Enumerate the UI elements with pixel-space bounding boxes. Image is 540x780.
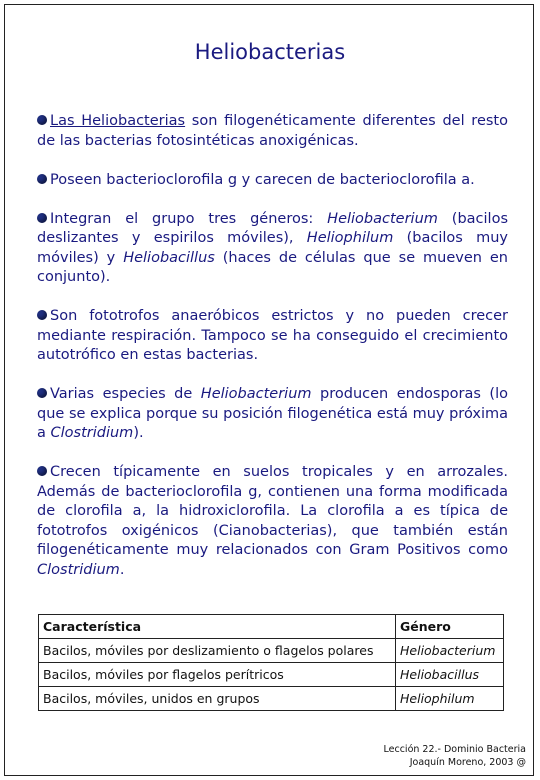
footer-line: Joaquín Moreno, 2003 @ xyxy=(409,756,526,768)
table-header-row xyxy=(39,615,504,639)
genus-name: Heliobacillus xyxy=(123,249,215,266)
table-cell: Heliobacterium xyxy=(396,639,504,663)
footer-line: Lección 22.- Dominio Bacteria xyxy=(383,744,526,755)
paragraph-text: (bacilos muy móviles) y xyxy=(37,230,508,266)
bullet-icon xyxy=(37,174,47,184)
table-row xyxy=(39,663,504,687)
paragraph-text: (bacilos deslizantes y espirilos móviles), xyxy=(37,210,509,246)
table-cell: Bacilos, móviles por deslizamiento o flagelos polares xyxy=(39,639,396,663)
bullet-icon xyxy=(37,310,47,320)
paragraph-text: (haces de células que se mueven en conjunto). xyxy=(37,249,508,285)
paragraph-2 xyxy=(37,171,508,191)
genus-name: Heliobacterium xyxy=(327,210,438,227)
paragraph-text: . xyxy=(119,561,125,578)
genus-table xyxy=(38,614,504,711)
table-row xyxy=(39,687,504,711)
paragraph-text: Crecen típicamente en suelos tropicales y en arrozales. Además de bacterioclorofila g, contienen una forma modificada de clorofila a, la hidroxiclorofila. La clorofila a es típica de fototrofos oxigénicos (Cianobacterias), que también están filogenéticamente muy relacionados con Gram Positivos como xyxy=(37,464,508,558)
bullet-icon xyxy=(37,466,47,476)
paragraph-text: son filogenéticamente diferentes del resto de las bacterias fotosintéticas anoxigénicas. xyxy=(37,113,508,149)
paragraph-text: Son fototrofos anaeróbicos estrictos y no pueden crecer mediante respiración. Tampoco se ha conseguido el crecimiento autotrófico en estas bacterias. xyxy=(37,308,508,363)
paragraph-4 xyxy=(37,307,508,366)
genus-name: Heliophilum xyxy=(306,230,394,246)
paragraph-text: ). xyxy=(133,425,144,441)
page-title: Heliobacterias xyxy=(194,40,346,64)
table-cell: Bacilos, móviles, unidos en grupos xyxy=(39,687,396,711)
bullet-icon xyxy=(37,213,47,223)
table-cell: Bacilos, móviles por flagelos perítricos xyxy=(39,663,396,687)
genus-name: Heliobacterium xyxy=(200,386,312,402)
genus-name: Clostridium xyxy=(50,425,134,441)
table-header: Género xyxy=(396,615,504,639)
bullet-icon xyxy=(37,115,47,125)
footer xyxy=(384,744,526,769)
genus-name: Clostridium xyxy=(37,561,120,578)
paragraph-text: Integran el grupo tres géneros: xyxy=(50,210,328,227)
paragraph-text: Varias especies de xyxy=(50,386,201,402)
paragraph-3 xyxy=(37,210,508,288)
table-row xyxy=(39,639,504,663)
paragraph-1 xyxy=(37,112,508,151)
paragraph-text: producen endosporas (lo que se explica porque su posición filogenética está muy próxima a xyxy=(37,386,508,441)
table-cell: Heliophilum xyxy=(396,687,504,711)
paragraph-text: Las Heliobacterias xyxy=(50,113,186,129)
content-body xyxy=(37,112,508,600)
bullet-icon xyxy=(37,388,47,398)
paragraph-6 xyxy=(37,463,508,580)
paragraph-text: Poseen bacterioclorofila g y carecen de bacterioclorofila a. xyxy=(50,171,475,188)
table-cell: Heliobacillus xyxy=(396,663,504,687)
paragraph-5 xyxy=(37,385,508,444)
table-header: Característica xyxy=(39,615,396,639)
